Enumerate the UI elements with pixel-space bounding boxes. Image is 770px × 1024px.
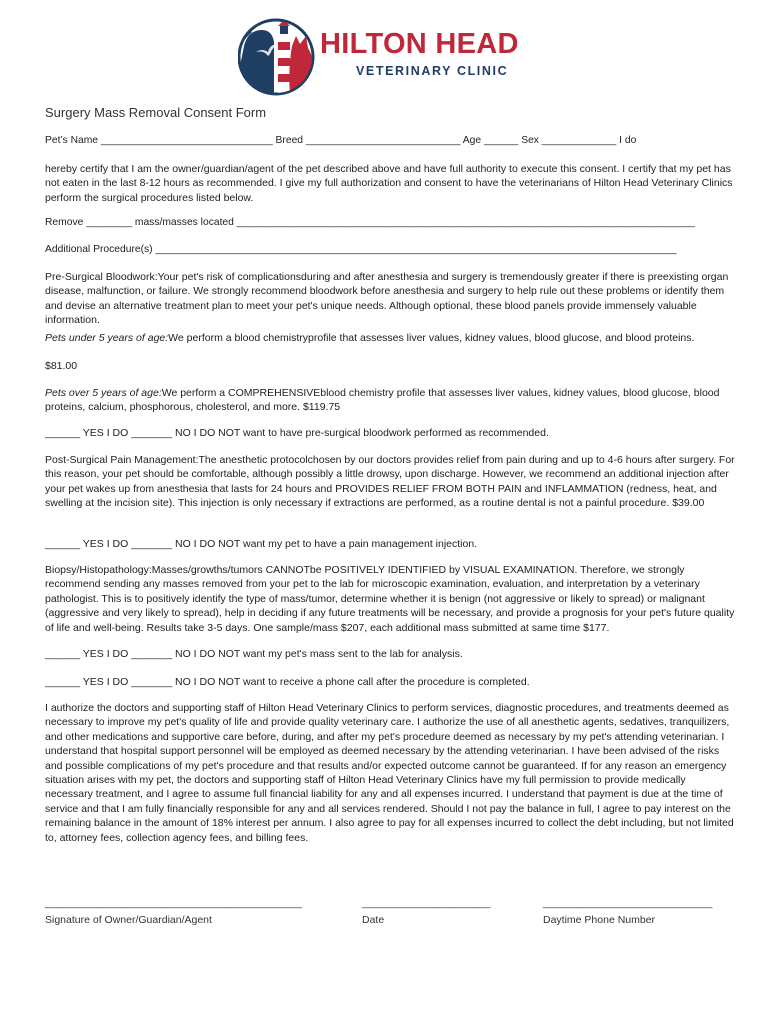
remove-mass-line[interactable]: Remove ________ mass/masses located ________________________________________________________________________________: [45, 217, 695, 228]
date-line[interactable]: ______________________: [362, 897, 491, 909]
over5-text: We perform a COMPREHENSIVEblood chemistry profile that assesses liver values, kidney values, blood glucose, blood proteins, calcium, phosphorous, cholesterol, and more. $119.75: [45, 387, 720, 414]
pain-management-paragraph: Post-Surgical Pain Management:The anesthetic protocolchosen by our doctors provides relief from pain during and up to 4-6 hours after surgery. For this reason, your pet should be comfortable, although possibly a little drowsy, upon discharge. However, we recommend an additional injection after your pet wakes up from anesthesia that lasts for 24 hours and PROVIDES RELIEF FROM BOTH PAIN and INFLAMMATION (redness, heat, and swelling at the incision site). This injection is only necessary if extractions are performed, as a routine dental is not a painful procedure. $39.00: [45, 454, 735, 510]
date-label: Date: [362, 914, 385, 926]
daytime-phone-line[interactable]: _____________________________: [543, 897, 713, 909]
under5-price: $81.00: [45, 360, 78, 372]
clinic-logo: [238, 16, 538, 98]
owner-signature-line[interactable]: ____________________________________________: [45, 897, 302, 909]
under5-text: We perform a blood chemistryprofile that assesses liver values, kidney values, blood glucose, and blood proteins.: [168, 332, 695, 344]
form-title: Surgery Mass Removal Consent Form: [45, 105, 267, 120]
clinic-subtitle: VETERINARY CLINIC: [356, 64, 509, 78]
daytime-phone-label: Daytime Phone Number: [543, 914, 656, 926]
clinic-name: HILTON HEAD: [320, 28, 519, 60]
lighthouse-pets-emblem-icon: [238, 16, 318, 98]
over5-label: Pets over 5 years of age:: [45, 387, 162, 399]
under5-label: Pets under 5 years of age:: [45, 332, 169, 344]
owner-signature-label: Signature of Owner/Guardian/Agent: [45, 914, 212, 926]
bloodwork-paragraph: Pre-Surgical Bloodwork:Your pet's risk of complicationsduring and after anesthesia and surgery is tremendously greater if there is preexisting organ disease, malfunction, or failure. We strongly recommend bloodwork before anesthesia and surgery to help rule out these problems or identify them and devise an alternative treatment plan to meet your pet's unique needs. Although optional, these blood panels provide immensely valuable information.: [45, 271, 729, 327]
bloodwork-choice-line[interactable]: ______ YES I DO _______ NO I DO NOT want to have pre-surgical bloodwork performed as recommended.: [45, 427, 549, 439]
certification-paragraph: hereby certify that I am the owner/guardian/agent of the pet described above and have full authority to execute this consent. I certify that my pet has not eaten in the last 8-12 hours as recommended. I give my full authorization and consent to have the veterinarians of Hilton Head Veterinary Clinics perform the surgical procedures listed below.: [45, 163, 733, 204]
under5-bloodwork: [45, 331, 735, 345]
additional-procedures-line[interactable]: Additional Procedure(s) ___________________________________________________________________________________________: [45, 244, 677, 255]
pain-choice-line[interactable]: ______ YES I DO _______ NO I DO NOT want my pet to have a pain management injection.: [45, 538, 478, 550]
authorization-paragraph: I authorize the doctors and supporting staff of Hilton Head Veterinary Clinics to perform services, diagnostic procedures, and treatments deemed as necessary to improve my pet's quality of life and provide quality veterinary care. I authorize the use of all anesthetic agents, sedatives, tranquilizers, and other medications and supportive care before, during, and after my pet's procedure deemed as necessary by my pet's attending veterinarian. I understand that hospital support personnel will be employed as deemed necessary by the attending veterinarian. I have been advised of the risks and possible complications of my pet's procedure and that results and/or expected outcome cannot be guaranteed. If for any reason an emergency situation arises with my pet, the doctors and supporting staff of Hilton Head Veterinary Clinics have my full permission to provide medically necessary treatment, and I agree to assume full financial liability for any and all expenses incurred. I understand that payment is due at the time of service and that I am fully financially responsible for any and all services rendered. Should I not pay the balance in full, I agree to pay interest on the remaining balance in the amount of 18% interest per annum. I also agree to pay for all expenses incurred to collect the debt including, but not limited to, attorney fees, collection agency fees, and billing fees.: [45, 702, 734, 844]
biopsy-choice-line[interactable]: ______ YES I DO _______ NO I DO NOT want my pet's mass sent to the lab for analysis.: [45, 648, 463, 660]
over5-bloodwork: [45, 386, 735, 415]
phone-call-choice-line[interactable]: ______ YES I DO _______ NO I DO NOT want to receive a phone call after the procedure is completed.: [45, 676, 530, 688]
biopsy-paragraph: Biopsy/Histopathology:Masses/growths/tumors CANNOTbe POSITIVELY IDENTIFIED by VISUAL EXAMINATION. Therefore, we strongly recommend sending any masses removed from your pet to the lab for microscopic examination, evaluation, and interpretation by a veterinary pathologist. This is to positively identify the type of mass/tumor, determine whether it is benign (not aggressive or likely to spread) or malignant (aggressive and very likely to spread), help in deciding if any future treatments will be necessary, and provide a prognosis for your pet's future quality of life and well-being. Results take 3-5 days. One sample/mass $207, each additional mass submitted at same time $177.: [45, 564, 735, 634]
pet-info-line[interactable]: Pet’s Name ______________________________ Breed ___________________________ Age ______ Sex _____________ I do: [45, 135, 637, 146]
